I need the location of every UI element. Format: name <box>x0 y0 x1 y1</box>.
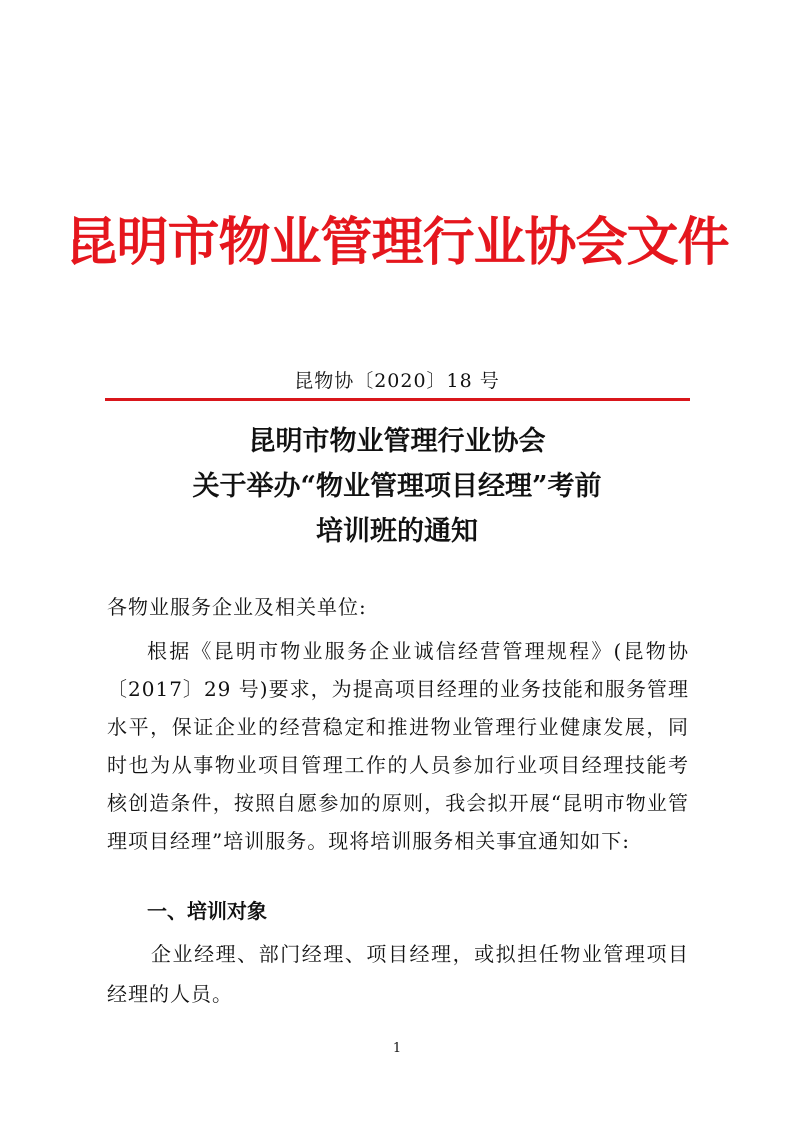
page-number: 1 <box>392 1041 402 1056</box>
notice-title-line-1: 昆明市物业管理行业协会 <box>248 426 546 457</box>
notice-title-line-2: 关于举办“物业管理项目经理”考前 <box>192 471 602 502</box>
notice-title <box>0 419 794 554</box>
section-heading-training-target: 一、培训对象 <box>147 899 267 923</box>
body-paragraph-1: 根据《昆明市物业服务企业诚信经营管理规程》(昆物协〔2017〕29 号)要求，为提高项目经理的业务技能和服务管理水平，保证企业的经营稳定和推进物业管理行业健康发展，同时也为从事物业项目管理工作的人员参加行业项目经理技能考核创造条件，按照自愿参加的原则，我会拟开展“昆明市物业管理项目经理”培训服务。现将培训服务相关事宜通知如下: <box>107 639 689 853</box>
salutation: 各物业服务企业及相关单位: <box>107 595 367 619</box>
red-divider-line <box>105 398 690 401</box>
document-header-title: 昆明市物业管理行业协会文件 <box>65 212 729 273</box>
document-number: 昆物协〔2020〕18 号 <box>294 370 500 392</box>
notice-title-line-3: 培训班的通知 <box>316 516 478 547</box>
section-1-paragraph: 企业经理、部门经理、项目经理，或拟担任物业管理项目经理的人员。 <box>107 942 689 1006</box>
